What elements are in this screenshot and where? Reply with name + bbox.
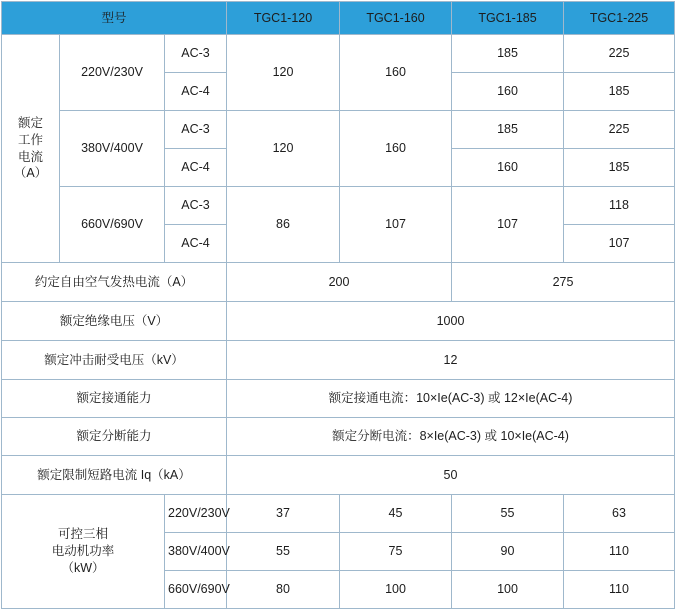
rated-current-220v-tgc1-120: 120 [227, 35, 340, 111]
impulse-voltage-label: 额定冲击耐受电压（kV） [2, 341, 227, 380]
motor-power-660v-tgc1-160: 100 [340, 571, 452, 609]
table-header-row [2, 2, 675, 35]
rated-current-label-line-2: 工作 [17, 132, 43, 147]
motor-power-660v-tgc1-225: 110 [564, 571, 675, 609]
making-capacity-label: 额定接通能力 [2, 380, 227, 418]
motor-power-380v-tgc1-120: 55 [227, 533, 340, 571]
rated-current-380v-ac3-tgc1-225: 225 [564, 111, 675, 149]
rated-current-label-line-1: 额定 [17, 115, 43, 130]
short-circuit-current-value: 50 [227, 456, 675, 495]
rated-current-660v-tgc1-160: 107 [340, 187, 452, 263]
motor-power-voltage-220v: 220V/230V [165, 495, 227, 533]
impulse-voltage-value: 12 [227, 341, 675, 380]
table-row [2, 263, 675, 302]
voltage-group-660v: 660V/690V [60, 187, 165, 263]
voltage-group-380v: 380V/400V [60, 111, 165, 187]
table-row [2, 302, 675, 341]
rated-current-660v-tgc1-120: 86 [227, 187, 340, 263]
table-row [2, 341, 675, 380]
table-row [2, 35, 675, 73]
motor-power-380v-tgc1-160: 75 [340, 533, 452, 571]
table-row [2, 456, 675, 495]
making-capacity-value: 额定接通电流：10×Ie(AC-3) 或 12×Ie(AC-4) [227, 380, 675, 418]
voltage-group-220v: 220V/230V [60, 35, 165, 111]
duty-ac3-660v: AC-3 [165, 187, 227, 225]
rated-current-label-line-3: 电流 [17, 149, 43, 164]
rated-current-660v-ac3-tgc1-225: 118 [564, 187, 675, 225]
breaking-capacity-label: 额定分断能力 [2, 418, 227, 456]
rated-current-380v-tgc1-120: 120 [227, 111, 340, 187]
thermal-current-value-275: 275 [452, 263, 675, 302]
header-model-label: 型号 [2, 2, 227, 35]
header-model-tgc1-160: TGC1-160 [340, 2, 452, 35]
short-circuit-current-label: 额定限制短路电流 Iq（kA） [2, 456, 227, 495]
header-model-tgc1-120: TGC1-120 [227, 2, 340, 35]
motor-power-220v-tgc1-185: 55 [452, 495, 564, 533]
rated-current-660v-tgc1-185: 107 [452, 187, 564, 263]
insulation-voltage-label: 额定绝缘电压（V） [2, 302, 227, 341]
rated-current-220v-ac3-tgc1-225: 225 [564, 35, 675, 73]
duty-ac3-220v: AC-3 [165, 35, 227, 73]
rated-current-660v-ac4-tgc1-225: 107 [564, 225, 675, 263]
specification-table [1, 1, 675, 609]
thermal-current-label: 约定自由空气发热电流（A） [2, 263, 227, 302]
motor-power-660v-tgc1-120: 80 [227, 571, 340, 609]
rated-current-220v-ac4-tgc1-185: 160 [452, 73, 564, 111]
table-row [2, 495, 675, 533]
table-row [2, 418, 675, 456]
motor-power-voltage-380v: 380V/400V [165, 533, 227, 571]
motor-power-label-line-2: 电动机功率 [51, 544, 115, 559]
table-row [2, 111, 675, 149]
table-row [2, 187, 675, 225]
rated-current-220v-tgc1-160: 160 [340, 35, 452, 111]
insulation-voltage-value: 1000 [227, 302, 675, 341]
rated-current-380v-ac4-tgc1-185: 160 [452, 149, 564, 187]
motor-power-220v-tgc1-225: 63 [564, 495, 675, 533]
duty-ac3-380v: AC-3 [165, 111, 227, 149]
duty-ac4-380v: AC-4 [165, 149, 227, 187]
thermal-current-value-200: 200 [227, 263, 452, 302]
motor-power-label [2, 495, 165, 609]
motor-power-660v-tgc1-185: 100 [452, 571, 564, 609]
header-model-tgc1-225: TGC1-225 [564, 2, 675, 35]
motor-power-380v-tgc1-185: 90 [452, 533, 564, 571]
duty-ac4-220v: AC-4 [165, 73, 227, 111]
rated-current-label-line-4: （A） [13, 166, 48, 181]
rated-current-label [2, 35, 60, 263]
motor-power-380v-tgc1-225: 110 [564, 533, 675, 571]
rated-current-380v-ac4-tgc1-225: 185 [564, 149, 675, 187]
header-model-tgc1-185: TGC1-185 [452, 2, 564, 35]
duty-ac4-660v: AC-4 [165, 225, 227, 263]
table-row [2, 380, 675, 418]
motor-power-label-line-1: 可控三相 [57, 527, 108, 542]
rated-current-220v-ac3-tgc1-185: 185 [452, 35, 564, 73]
motor-power-220v-tgc1-160: 45 [340, 495, 452, 533]
motor-power-label-line-3: （kW） [61, 560, 105, 575]
rated-current-380v-tgc1-160: 160 [340, 111, 452, 187]
breaking-capacity-value: 额定分断电流：8×Ie(AC-3) 或 10×Ie(AC-4) [227, 418, 675, 456]
rated-current-220v-ac4-tgc1-225: 185 [564, 73, 675, 111]
motor-power-voltage-660v: 660V/690V [165, 571, 227, 609]
motor-power-220v-tgc1-120: 37 [227, 495, 340, 533]
rated-current-380v-ac3-tgc1-185: 185 [452, 111, 564, 149]
